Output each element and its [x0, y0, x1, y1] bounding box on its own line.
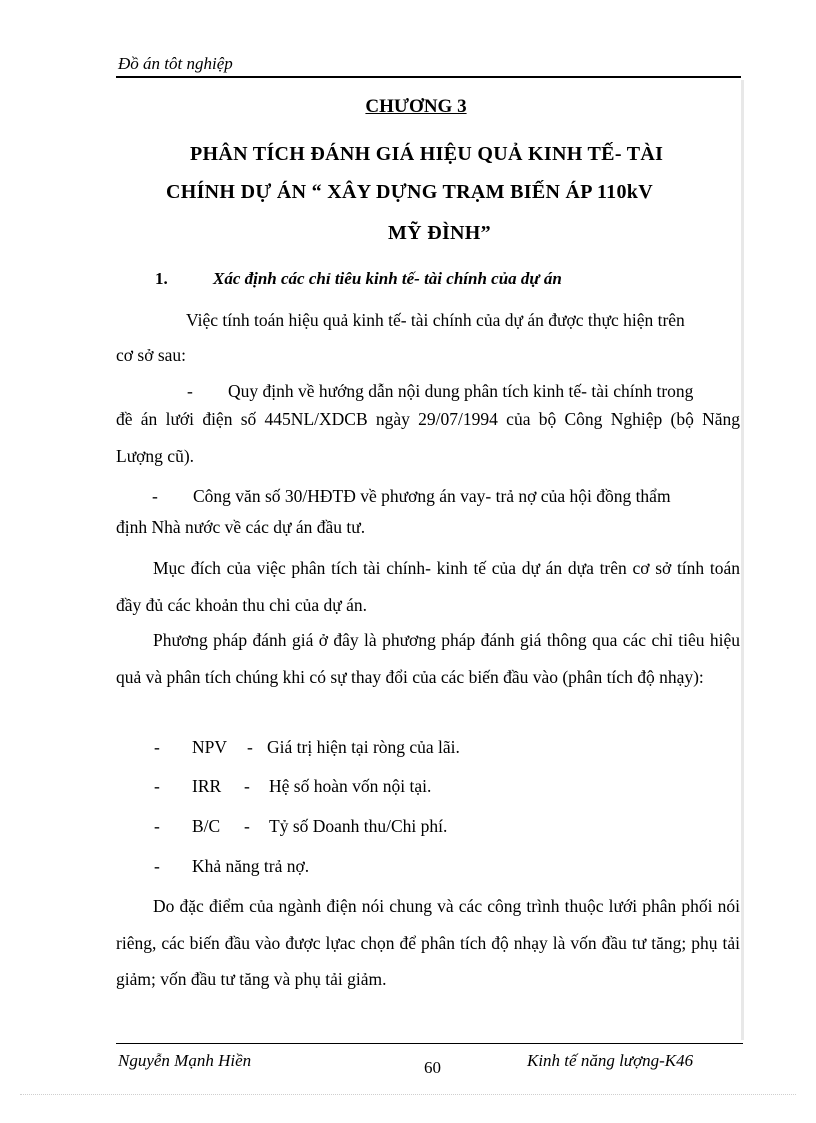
- indicator-debt-capacity: [154, 856, 309, 877]
- page-bottom-dotted-line: [20, 1094, 796, 1095]
- page-number: 60: [424, 1058, 441, 1077]
- indicator-desc: Hệ số hoàn vốn nội tại.: [269, 776, 432, 796]
- paragraph-1-line-2: cơ sở sau:: [116, 345, 187, 365]
- section-title: Xác định các chỉ tiêu kinh tế- tài chính của dự án: [213, 269, 562, 288]
- bullet-1-line-1: Quy định về hướng dẫn nội dung phân tích kinh tế- tài chính trong: [228, 381, 694, 401]
- page-shadow: [741, 80, 744, 1040]
- indicator-bc: [154, 816, 447, 837]
- indicator-sep: -: [244, 776, 250, 796]
- indicator-dash: -: [154, 816, 160, 836]
- paragraph-1-line-1: Việc tính toán hiệu quả kinh tế- tài chính của dự án được thực hiện trên: [186, 310, 685, 330]
- bullet-2-line-1: Công văn số 30/HĐTĐ về phương án vay- trả nợ của hội đồng thẩm: [193, 486, 671, 506]
- indicator-dash: -: [154, 856, 160, 876]
- footer-course: Kinh tế năng lượng-K46: [527, 1051, 694, 1070]
- chapter-title-line-2: CHÍNH DỰ ÁN “ XÂY DỰNG TRẠM BIẾN ÁP 110kV: [166, 181, 653, 203]
- indicator-dash: -: [154, 776, 160, 796]
- indicator-abbr: NPV: [192, 737, 228, 757]
- section-heading: [155, 269, 562, 289]
- bullet-1-dash: -: [187, 381, 193, 401]
- footer-author: Nguyễn Mạnh Hiền: [118, 1051, 252, 1070]
- indicator-desc: Giá trị hiện tại ròng của lãi.: [267, 737, 460, 757]
- footer-rule: [116, 1043, 743, 1044]
- indicator-abbr: IRR: [192, 776, 222, 796]
- indicator-sep: -: [247, 737, 253, 757]
- section-number: 1.: [155, 269, 168, 288]
- chapter-label: CHƯƠNG 3: [365, 96, 467, 117]
- bullet-2-continuation: định Nhà nước về các dự án đầu tư.: [116, 517, 366, 537]
- header-rule: [116, 76, 741, 78]
- indicator-dash: -: [154, 737, 160, 757]
- paragraph-2: Mục đích của việc phân tích tài chính- kinh tế của dự án dựa trên cơ sở tính toán đầy đủ các khoản thu chi của dự án.: [116, 558, 740, 615]
- indicator-abbr: B/C: [192, 816, 221, 836]
- bullet-1-continuation: đề án lưới điện số 445NL/XDCB ngày 29/07/1994 của bộ Công Nghiệp (bộ Năng Lượng cũ).: [116, 409, 740, 466]
- chapter-title-line-3: MỸ ĐÌNH”: [388, 222, 491, 244]
- indicator-sep: -: [244, 816, 250, 836]
- bullet-2-dash: -: [152, 486, 158, 506]
- indicator-irr: [154, 776, 431, 797]
- indicator-desc: Khả năng trả nợ.: [192, 856, 310, 876]
- chapter-title-line-1: PHÂN TÍCH ĐÁNH GIÁ HIỆU QUẢ KINH TẾ- TÀI: [190, 143, 664, 165]
- paragraph-4: Do đặc điểm của ngành điện nói chung và các công trình thuộc lưới phân phối nói riêng, các biến đầu vào được lựac chọn để phân tích độ nhạy là vốn đầu tư tăng; phụ tải giảm; vốn đầu tư tăng và phụ tải giảm.: [116, 896, 740, 989]
- paragraph-3: Phương pháp đánh giá ở đây là phương pháp đánh giá thông qua các chỉ tiêu hiệu quả và phân tích chúng khi có sự thay đổi của các biến đầu vào (phân tích độ nhạy):: [116, 630, 740, 687]
- indicator-npv: [154, 737, 460, 758]
- indicator-desc: Tỷ số Doanh thu/Chi phí.: [269, 816, 448, 836]
- document-header: Đồ án tôt nghiệp: [118, 54, 233, 73]
